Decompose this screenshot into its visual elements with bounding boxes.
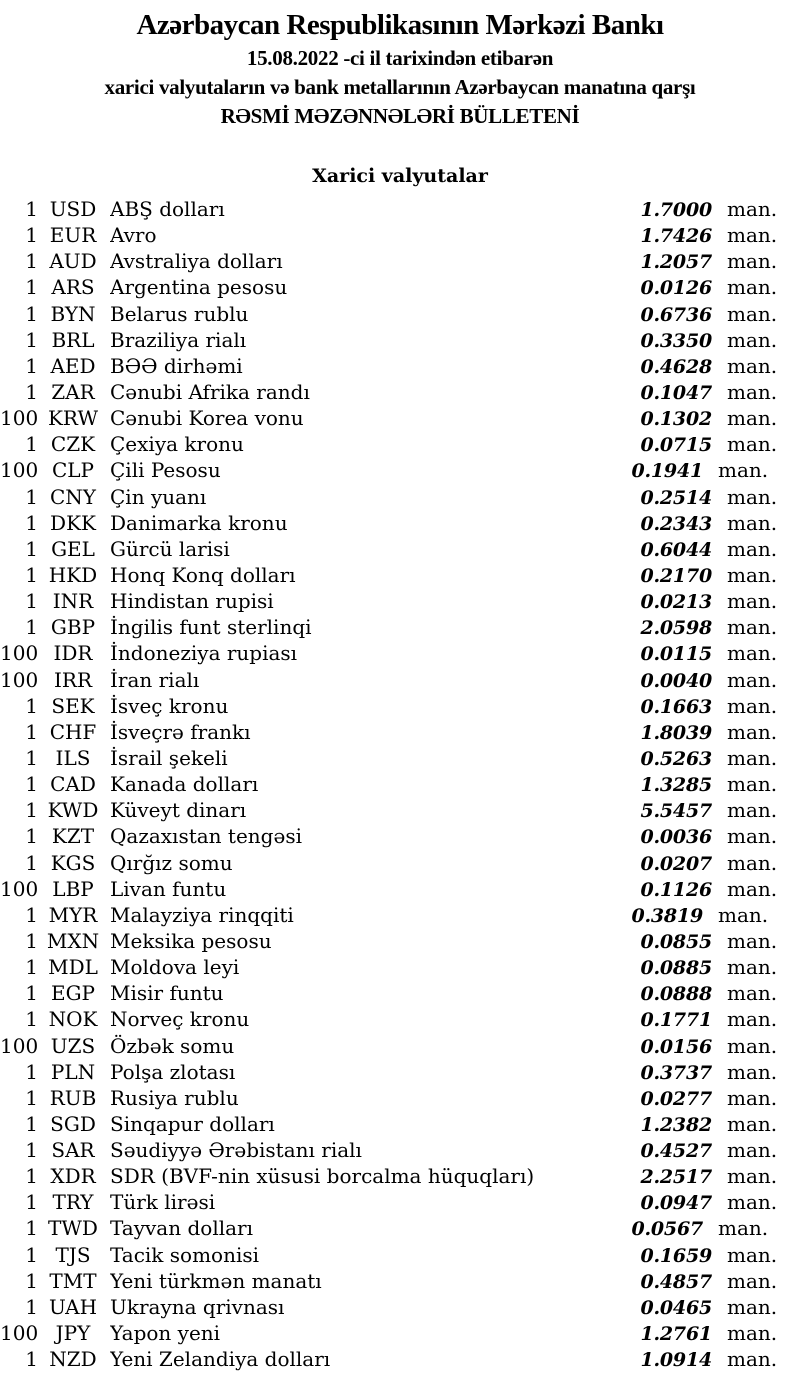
rate-row [0, 562, 800, 588]
currency-name: Norveç kronu [110, 1007, 250, 1032]
currency-code: HKD [48, 562, 98, 587]
rate-row [0, 902, 800, 928]
rate-value: 0.0040 [640, 669, 712, 692]
unit-label: man. [727, 1190, 778, 1215]
currency-name: Cənubi Afrika randı [110, 379, 310, 404]
currency-code: CLP [51, 458, 95, 483]
unit-label: man. [727, 353, 778, 378]
currency-code: PLN [50, 1059, 96, 1084]
currency-code: CHF [49, 719, 97, 744]
rate-row [0, 693, 800, 719]
quantity: 1 [25, 772, 38, 797]
quantity: 1 [25, 223, 38, 248]
quantity: 1 [25, 1347, 38, 1372]
quantity: 1 [25, 719, 38, 744]
rate-value: 0.4857 [640, 1270, 712, 1293]
quantity: 1 [25, 484, 38, 509]
rate-value: 0.0036 [640, 826, 712, 849]
quantity: 1 [25, 1059, 38, 1084]
quantity: 1 [25, 379, 38, 404]
currency-code: TWD [48, 1216, 98, 1241]
quantity: 100 [0, 667, 39, 692]
currency-code: UZS [50, 1033, 96, 1058]
rate-row [0, 405, 800, 431]
rate-value: 1.2761 [640, 1323, 712, 1346]
rate-value: 1.8039 [640, 721, 712, 744]
quantity: 1 [25, 902, 38, 927]
currency-code: CAD [50, 772, 96, 797]
currency-name: İsrail şekeli [110, 745, 228, 770]
currency-code: EGP [50, 981, 96, 1006]
currency-code: TMT [49, 1268, 97, 1293]
rate-row [0, 1268, 800, 1294]
rate-row [0, 1059, 800, 1085]
rate-row [0, 1163, 800, 1189]
rate-value: 0.1659 [640, 1244, 712, 1267]
quantity: 1 [25, 1164, 38, 1189]
currency-name: Sinqapur dolları [110, 1111, 275, 1136]
currency-name: Meksika pesosu [110, 928, 272, 953]
rate-value: 0.6044 [640, 538, 712, 561]
currency-name: Avstraliya dolları [110, 249, 283, 274]
unit-label: man. [727, 536, 778, 561]
currency-name: İndoneziya rupiası [110, 641, 298, 666]
currency-code: CZK [50, 432, 96, 457]
rate-value: 0.0126 [640, 277, 712, 300]
currency-name: Kanada dolları [110, 772, 259, 797]
quantity: 1 [25, 301, 38, 326]
rate-value: 0.2514 [640, 486, 712, 509]
unit-label: man. [727, 641, 778, 666]
unit-label: man. [727, 379, 778, 404]
currency-name: Gürcü larisi [110, 536, 230, 561]
currency-code: NZD [49, 1347, 97, 1372]
currency-code: IRR [53, 667, 93, 692]
currency-code: AED [50, 353, 96, 378]
rate-row [0, 1189, 800, 1215]
unit-label: man. [727, 798, 778, 823]
currency-code: SAR [51, 1138, 95, 1163]
unit-label: man. [718, 1216, 769, 1241]
currency-name: Özbək somu [110, 1033, 235, 1058]
rate-value: 0.0567 [631, 1218, 703, 1241]
currency-name: Danimarka kronu [110, 510, 288, 535]
rate-row [0, 196, 800, 222]
unit-label: man. [727, 301, 778, 326]
rate-row [0, 928, 800, 954]
quantity: 1 [25, 1268, 38, 1293]
rate-value: 0.1771 [640, 1009, 712, 1032]
unit-label: man. [727, 1085, 778, 1110]
rate-value: 1.0914 [640, 1349, 712, 1372]
rate-row [0, 457, 800, 483]
rate-row [0, 614, 800, 640]
rate-value: 5.5457 [640, 800, 712, 823]
rate-value: 0.0213 [640, 591, 712, 614]
rate-value: 0.1302 [640, 408, 712, 431]
currency-code: SEK [51, 693, 95, 718]
currency-code: USD [49, 197, 97, 221]
currency-code: TRY [52, 1190, 94, 1215]
rate-row [0, 1137, 800, 1163]
rate-row [0, 1111, 800, 1137]
rate-value: 0.0465 [640, 1296, 712, 1319]
document-header [0, 6, 800, 131]
rate-value: 0.1047 [640, 381, 712, 404]
rate-value: 0.0277 [640, 1087, 712, 1110]
currency-code: KGS [50, 850, 96, 875]
currency-name: Misir funtu [110, 981, 224, 1006]
rate-row [0, 1085, 800, 1111]
quantity: 100 [0, 1033, 39, 1058]
currency-name: Türk lirəsi [110, 1190, 216, 1215]
currency-name: ABŞ dolları [110, 197, 225, 221]
unit-label: man. [727, 275, 778, 300]
quantity: 1 [25, 1216, 38, 1241]
currency-name: Tacik somonisi [110, 1242, 260, 1267]
rate-row [0, 588, 800, 614]
currency-code: SGD [50, 1111, 96, 1136]
unit-label: man. [727, 327, 778, 352]
rate-row [0, 510, 800, 536]
rate-row [0, 1294, 800, 1320]
currency-code: NOK [48, 1007, 98, 1032]
quantity: 1 [25, 615, 38, 640]
currency-code: BRL [51, 327, 95, 352]
rate-row [0, 1033, 800, 1059]
rate-value: 2.0598 [640, 617, 712, 640]
rate-value: 2.2517 [640, 1166, 712, 1189]
unit-label: man. [727, 1164, 778, 1189]
currency-name: Ukrayna qrivnası [110, 1294, 285, 1319]
quantity: 1 [25, 1294, 38, 1319]
quantity: 1 [25, 432, 38, 457]
rate-value: 0.3819 [631, 904, 703, 927]
currency-name: İran rialı [110, 667, 200, 692]
unit-label: man. [727, 1268, 778, 1293]
unit-label: man. [727, 719, 778, 744]
unit-label: man. [727, 223, 778, 248]
currency-name: Belarus rublu [110, 301, 249, 326]
currency-name: Honq Konq dolları [110, 562, 296, 587]
quantity: 1 [25, 510, 38, 535]
currency-name: Yeni Zelandiya dolları [110, 1347, 331, 1372]
currency-name: Yeni türkmən manatı [110, 1268, 322, 1293]
unit-label: man. [727, 1033, 778, 1058]
unit-label: man. [727, 1294, 778, 1319]
unit-label: man. [727, 615, 778, 640]
rate-row [0, 1006, 800, 1032]
rate-value: 0.1663 [640, 695, 712, 718]
rate-value: 0.0885 [640, 957, 712, 980]
quantity: 1 [25, 955, 38, 980]
rate-value: 1.7000 [640, 199, 712, 221]
quantity: 1 [25, 745, 38, 770]
quantity: 1 [25, 1242, 38, 1267]
unit-label: man. [727, 484, 778, 509]
quantity: 1 [25, 353, 38, 378]
currency-code: TJS [55, 1242, 91, 1267]
unit-label: man. [727, 197, 778, 221]
unit-label: man. [727, 772, 778, 797]
currency-code: LBP [52, 876, 94, 901]
rate-row [0, 1346, 800, 1372]
unit-label: man. [727, 249, 778, 274]
rate-row [0, 745, 800, 771]
section-title-foreign-currencies: Xarici valyutalar [312, 165, 488, 187]
rate-row [0, 771, 800, 797]
currency-name: Rusiya rublu [110, 1085, 239, 1110]
quantity: 1 [25, 693, 38, 718]
rate-value: 1.2057 [640, 251, 712, 274]
currency-name: İngilis funt sterlinqi [110, 615, 312, 640]
rate-row [0, 353, 800, 379]
unit-label: man. [727, 1138, 778, 1163]
currency-name: Cənubi Korea vonu [110, 406, 304, 431]
quantity: 1 [25, 536, 38, 561]
unit-label: man. [727, 955, 778, 980]
rate-value: 0.2170 [640, 564, 712, 587]
rate-value: 0.3350 [640, 329, 712, 352]
unit-label: man. [727, 824, 778, 849]
quantity: 100 [0, 876, 39, 901]
quantity: 1 [25, 275, 38, 300]
unit-label: man. [727, 1007, 778, 1032]
currency-code: GBP [50, 615, 96, 640]
currency-code: RUB [49, 1085, 97, 1110]
rate-row [0, 876, 800, 902]
bulletin-title: RƏSMİ MƏZƏNNƏLƏRİ BÜLLETENİ [220, 104, 580, 128]
currency-code: JPY [55, 1321, 91, 1346]
currency-code: ARS [51, 275, 95, 300]
unit-label: man. [727, 1111, 778, 1136]
currency-code: MDL [48, 955, 98, 980]
unit-label: man. [718, 458, 769, 483]
rate-value: 0.0156 [640, 1035, 712, 1058]
rate-value: 0.4527 [640, 1140, 712, 1163]
exchange-rates-table [0, 196, 800, 1372]
rate-row [0, 536, 800, 562]
quantity: 1 [25, 562, 38, 587]
unit-label: man. [727, 510, 778, 535]
rate-value: 0.0115 [640, 643, 712, 666]
currency-code: ZAR [51, 379, 95, 404]
quantity: 100 [0, 641, 39, 666]
rate-value: 0.0855 [640, 930, 712, 953]
bank-title: Azərbaycan Respublikasının Mərkəzi Bankı [136, 9, 664, 41]
rate-row [0, 431, 800, 457]
quantity: 1 [25, 249, 38, 274]
currency-code: KRW [47, 406, 99, 431]
rate-value: 0.5263 [640, 747, 712, 770]
currency-name: Malayziya rinqqiti [110, 902, 294, 927]
currency-code: XDR [50, 1164, 96, 1189]
currency-code: MXN [46, 928, 100, 953]
rate-value: 0.0947 [640, 1192, 712, 1215]
unit-label: man. [727, 667, 778, 692]
currency-name: Avro [110, 223, 157, 248]
rate-value: 0.0888 [640, 983, 712, 1006]
rate-row [0, 1215, 800, 1241]
rate-row [0, 980, 800, 1006]
quantity: 1 [25, 928, 38, 953]
rate-row [0, 248, 800, 274]
rate-row [0, 667, 800, 693]
quantity: 1 [25, 1111, 38, 1136]
currency-code: IDR [53, 641, 93, 666]
currency-name: Polşa zlotası [110, 1059, 236, 1084]
rate-row [0, 797, 800, 823]
quantity: 1 [25, 850, 38, 875]
rate-row [0, 823, 800, 849]
unit-label: man. [727, 589, 778, 614]
currency-name: Küveyt dinarı [110, 798, 247, 823]
currency-name: Qazaxıstan tengəsi [110, 824, 302, 849]
currency-name: Moldova leyi [110, 955, 240, 980]
unit-label: man. [727, 406, 778, 431]
rate-value: 0.1941 [631, 460, 703, 483]
rate-value: 0.0715 [640, 434, 712, 457]
unit-label: man. [727, 432, 778, 457]
currency-name: Hindistan rupisi [110, 589, 274, 614]
rate-row [0, 1320, 800, 1346]
currency-name: İsveç kronu [110, 693, 229, 718]
currency-code: UAH [48, 1294, 98, 1319]
currency-code: KZT [51, 824, 95, 849]
rate-row [0, 954, 800, 980]
unit-label: man. [727, 1059, 778, 1084]
unit-label: man. [727, 1321, 778, 1346]
rate-value: 1.2382 [640, 1113, 712, 1136]
quantity: 1 [25, 981, 38, 1006]
unit-label: man. [727, 850, 778, 875]
currency-code: INR [52, 589, 94, 614]
quantity: 1 [25, 1190, 38, 1215]
currency-name: Argentina pesosu [110, 275, 288, 300]
quantity: 1 [25, 1085, 38, 1110]
rate-value: 0.3737 [640, 1061, 712, 1084]
rate-row [0, 379, 800, 405]
unit-label: man. [727, 693, 778, 718]
currency-name: İsveçrə frankı [110, 719, 251, 744]
currency-name: Çin yuanı [110, 484, 207, 509]
quantity: 1 [25, 824, 38, 849]
rate-row [0, 484, 800, 510]
rate-row [0, 301, 800, 327]
rate-row [0, 222, 800, 248]
currency-code: DKK [50, 510, 96, 535]
rate-value: 1.7426 [640, 225, 712, 248]
currency-code: CNY [49, 484, 96, 509]
quantity: 100 [0, 1321, 39, 1346]
currency-name: Braziliya rialı [110, 327, 247, 352]
currency-name: Tayvan dolları [110, 1216, 253, 1241]
rate-row [0, 640, 800, 666]
currency-code: ILS [55, 745, 91, 770]
currency-name: BƏƏ dirhəmi [110, 353, 243, 378]
currency-code: MYR [48, 902, 98, 927]
quantity: 1 [25, 1007, 38, 1032]
rate-row [0, 327, 800, 353]
currency-name: SDR (BVF-nin xüsusi borcalma hüquqları) [110, 1164, 535, 1189]
rate-row [0, 274, 800, 300]
unit-label: man. [727, 1347, 778, 1372]
unit-label: man. [727, 1242, 778, 1267]
rate-value: 0.4628 [640, 355, 712, 378]
quantity: 1 [25, 197, 38, 221]
rate-value: 0.6736 [640, 303, 712, 326]
unit-label: man. [727, 981, 778, 1006]
unit-label: man. [727, 928, 778, 953]
quantity: 100 [0, 458, 39, 483]
currency-code: GEL [51, 536, 95, 561]
rate-row [0, 850, 800, 876]
currency-name: Çexiya kronu [110, 432, 244, 457]
unit-label: man. [718, 902, 769, 927]
currency-name: Livan funtu [110, 876, 227, 901]
unit-label: man. [727, 562, 778, 587]
rate-row [0, 1242, 800, 1268]
rate-value: 1.3285 [640, 774, 712, 797]
quantity: 1 [25, 1138, 38, 1163]
rate-value: 0.1126 [640, 878, 712, 901]
unit-label: man. [727, 745, 778, 770]
quantity: 1 [25, 589, 38, 614]
currency-code: AUD [49, 249, 97, 274]
quantity: 1 [25, 327, 38, 352]
quantity: 1 [25, 798, 38, 823]
currency-name: Çili Pesosu [110, 458, 221, 483]
unit-label: man. [727, 876, 778, 901]
currency-name: Səudiyyə Ərəbistanı rialı [110, 1138, 362, 1163]
currency-code: KWD [47, 798, 99, 823]
subject-line: xarici valyutaların və bank metallarının Azərbaycan manatına qarşı [104, 75, 696, 99]
quantity: 100 [0, 406, 39, 431]
currency-name: Qırğız somu [110, 850, 233, 875]
currency-code: EUR [49, 223, 97, 248]
rate-value: 0.2343 [640, 512, 712, 535]
rate-row [0, 719, 800, 745]
rate-value: 0.0207 [640, 852, 712, 875]
currency-code: BYN [50, 301, 96, 326]
effective-date-line: 15.08.2022 -ci il tarixindən etibarən [246, 46, 554, 70]
currency-name: Yapon yeni [110, 1321, 221, 1346]
